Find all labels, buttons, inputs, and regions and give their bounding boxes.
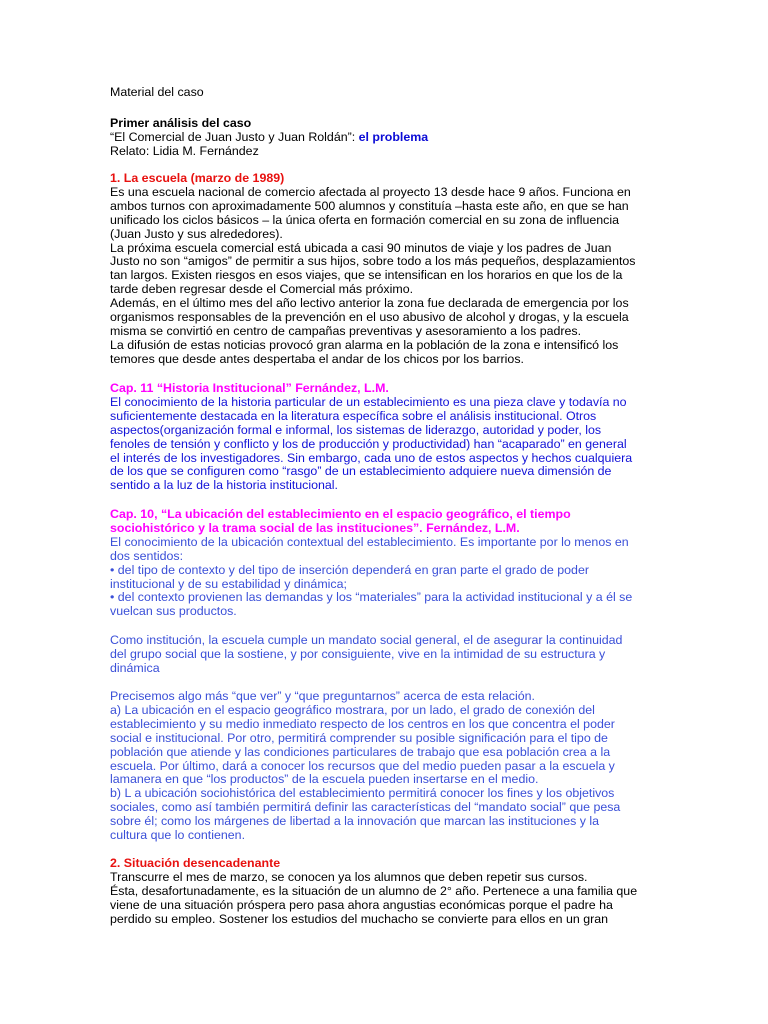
text-line: El conocimiento de la ubicación contextual del establecimiento. Es importante por lo menos en — [110, 534, 629, 549]
text-line: temores que desde antes despertaba el andar de los chicos por los barrios. — [110, 351, 524, 366]
text-line: viene de una situación próspera pero pasa ahora angustias económicas porque el padre ha — [110, 897, 613, 912]
chapter-10 — [110, 508, 660, 619]
text-line: ambos turnos con aproximadamente 500 alumnos y constituía –hasta este año, en que se han — [110, 198, 629, 213]
text-line: misma se convirtió en centro de campañas preventivas y asesoramiento a los padres. — [110, 323, 582, 338]
text-line: del grupo social que la sostiene, y por consiguiente, vive en la intimidad de su estructura y — [110, 646, 606, 661]
text-line: La próxima escuela comercial está ubicada a casi 90 minutos de viaje y los padres de Juan — [110, 240, 612, 255]
text-line: Transcurre el mes de marzo, se conocen ya los alumnos que deben repetir sus cursos. — [110, 869, 588, 884]
case-title-highlight: el problema — [358, 129, 429, 144]
text-line: • del tipo de contexto y del tipo de inserción dependerá en gran parte el grado de poder — [110, 562, 589, 577]
material-label: Material del caso — [110, 85, 204, 99]
text-line: El conocimiento de la historia particular de un establecimiento es una pieza clave y todavía no — [110, 394, 627, 409]
author-line: Relato: Lidia M. Fernández — [110, 143, 259, 158]
text-line: sentido a la luz de la historia institucional. — [110, 478, 338, 493]
section-1 — [110, 172, 660, 367]
text-line: Como institución, la escuela cumple un mandato social general, el de asegurar la continuidad — [110, 633, 623, 647]
text-line: social e institucional. Por otro, permitirá comprender su posible significación para el tipo de — [110, 730, 608, 745]
text-line: aspectos(organización formal e informal, los sistemas de liderazgo, autoridad y poder, los — [110, 422, 602, 437]
chapter-10-paragraph-3-block — [110, 690, 660, 843]
text-line: lamanera en que “los productos” de la escuela pueden insertarse en el medio. — [110, 772, 539, 787]
text-line: Justo no son “amigos” de permitir a sus hijos, sobre todo a los más pequeños, desplazamientos — [110, 254, 636, 269]
text-line: a) La ubicación en el espacio geográfico mostrara, por un lado, el grado de conexión del — [110, 702, 595, 717]
text-line: b) L a ubicación sociohistórica del establecimiento permitirá conocer los fines y los objetivos — [110, 786, 615, 801]
text-line: sociales, como así también permitirá definir las características del “mandato social” que pesa — [110, 800, 621, 815]
text-line: dos sentidos: — [110, 548, 184, 563]
text-line: Cap. 10, “La ubicación del establecimiento en el espacio geográfico, el tiempo — [110, 507, 571, 521]
chapter-10-paragraph-2 — [110, 634, 660, 676]
text-line: escuela. Por último, dará a conocer los recursos que del medio pueden pasar a la escuela y — [110, 758, 615, 773]
chapter-11 — [110, 382, 660, 493]
chapter-11-heading: Cap. 11 “Historia Institucional” Fernández, L.M. — [110, 381, 389, 395]
case-title: “El Comercial de Juan Justo y Juan Roldán”: el problema — [110, 129, 429, 144]
text-line: La difusión de estas noticias provocó gran alarma en la población de la zona e intensificó los — [110, 337, 619, 352]
text-line: establecimiento y su medio inmediato respecto de los centros en los que concentra el poder — [110, 716, 615, 731]
text-line: población que atiende y las condiciones particulares de trabajo que esa población crea a la — [110, 744, 611, 759]
text-line: tarde deben regresar desde el Comercial más próximo. — [110, 282, 414, 297]
text-line: el interés de los investigadores. Sin embargo, cada uno de estos aspectos y hechos cualquiera — [110, 450, 633, 465]
text-line: Es una escuela nacional de comercio afectada al proyecto 13 desde hace 9 años. Funciona en — [110, 184, 631, 199]
section-2-heading: 2. Situación desencadenante — [110, 856, 281, 870]
text-line: Precisemos algo más “que ver” y “que preguntarnos” acerca de esta relación. — [110, 689, 535, 703]
text-line: vuelcan sus productos. — [110, 604, 237, 619]
chapter-11-body — [110, 396, 660, 493]
chapter-10-paragraph-3 — [110, 690, 660, 843]
text-line: Ésta, desafortunadamente, es la situación de un alumno de 2° año. Pertenece a una familia que — [110, 883, 638, 898]
text-line: unificado los ciclos básicos – la única oferta en formación comercial en su zona de influencia — [110, 212, 619, 227]
chapter-10-paragraph-2-block — [110, 634, 660, 676]
text-line: suficientemente destacada en la literatura específica sobre el análisis institucional. Otros — [110, 408, 597, 423]
section-1-body — [110, 186, 660, 367]
text-line: (Juan Justo y sus alrededores). — [110, 226, 283, 241]
text-line: sociohistórico y la trama social de las instituciones”. Fernández, L.M. — [110, 520, 520, 535]
chapter-10-paragraph-1 — [110, 536, 660, 619]
section-2-body — [110, 871, 660, 927]
section-1-heading: 1. La escuela (marzo de 1989) — [110, 171, 285, 185]
text-line: organismos responsables de la prevención en el uso abusivo de alcohol y drogas, y la escuela — [110, 310, 629, 325]
text-line: perdido su empleo. Sostener los estudios del muchacho se convierte para ellos en un gran — [110, 911, 608, 926]
text-line: de los que se configuren como “rasgo” de un establecimiento adquiere nueva dimensión de — [110, 464, 612, 479]
text-line: sobre él; como los márgenes de libertad a la innovación que marcan las instituciones y la — [110, 814, 600, 829]
text-line: institucional y de su estabilidad y dinámica; — [110, 576, 347, 591]
section-2 — [110, 857, 660, 927]
chapter-10-heading — [110, 508, 660, 536]
case-header — [110, 117, 660, 159]
text-line: tan largos. Existen riesgos en esos viajes, que se intensifican en los horarios en que los de la — [110, 268, 623, 283]
text-line: fenoles de tensión y conflicto y los de producción y productividad) han “acaparado” en general — [110, 436, 627, 451]
analysis-title: Primer análisis del caso — [110, 116, 252, 130]
text-line: dinámica — [110, 660, 160, 675]
text-line: cultura que lo contienen. — [110, 828, 246, 843]
text-line: • del contexto provienen las demandas y los “materiales” para la actividad institucional y a él se — [110, 590, 633, 605]
text-line: Además, en el último mes del año lectivo anterior la zona fue declarada de emergencia por los — [110, 296, 629, 311]
